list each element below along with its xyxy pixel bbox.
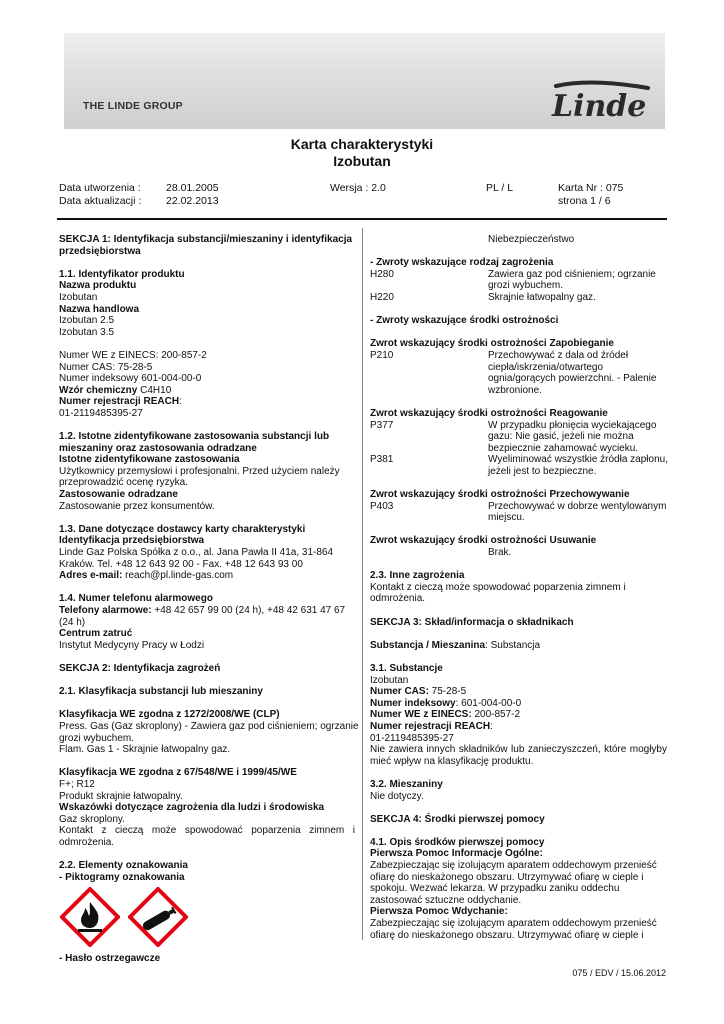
h220-text: Skrajnie łatwopalny gaz. bbox=[488, 291, 596, 303]
subsection-2-1-title: 2.1. Klasyfikacja substancji lub mieszaniny bbox=[59, 686, 263, 698]
reach-label-right: Numer rejestracji REACH bbox=[370, 720, 491, 732]
h280-text-2: grozi wybuchem. bbox=[488, 280, 564, 292]
email-line bbox=[59, 570, 355, 582]
chemical-formula bbox=[59, 385, 355, 397]
subsection-2-2-title: 2.2. Elementy oznakowania bbox=[59, 860, 188, 872]
reach-colon-right: : bbox=[490, 720, 493, 732]
supplier-label: Identyfikacja przedsiębiorstwa bbox=[59, 535, 205, 547]
gas-cylinder-pictogram-icon bbox=[128, 887, 188, 947]
section-1-title: SEKCJA 1: Identyfikacja substancji/mieszaniny i identyfikacja bbox=[59, 234, 353, 245]
footer-code: 075 / EDV / 15.06.2012 bbox=[572, 968, 666, 978]
directive-line-1: F+; R12 bbox=[59, 778, 95, 790]
logo-text: Linde bbox=[552, 89, 647, 120]
p377-text-2: gazu: Nie gasić, jeżeli nie można bbox=[488, 431, 634, 443]
h280-code: H280 bbox=[370, 268, 394, 280]
h220-code: H220 bbox=[370, 291, 394, 303]
einecs-label: Numer WE z EINECS: bbox=[370, 709, 472, 721]
right-column bbox=[370, 234, 667, 941]
hazard-guidance-line-1: Gaz skroplony. bbox=[59, 813, 125, 825]
reach-value: 01-2119485395-27 bbox=[59, 407, 143, 419]
index-value: : 601-004-00-0 bbox=[455, 697, 522, 709]
linde-logo bbox=[550, 80, 654, 120]
hazard-guidance-line-2: Kontakt z cieczą może spowodować poparzenia zimnem i bbox=[59, 825, 355, 837]
p381-row bbox=[370, 454, 667, 477]
identified-uses-label: Istotne zidentyfikowane zastosowania bbox=[59, 454, 240, 466]
group-name: THE LINDE GROUP bbox=[83, 100, 183, 112]
cas-line bbox=[370, 686, 667, 698]
other-hazards-line-1: Kontakt z cieczą może spowodować poparzenia zimnem i bbox=[370, 581, 626, 593]
created-label: Data utworzenia : bbox=[59, 182, 141, 194]
reach-value-right: 01-2119485395-27 bbox=[370, 732, 454, 744]
storage-title: Zwrot wskazujący środki ostrożności Przechowywanie bbox=[370, 489, 630, 501]
p403-text-1: Przechowywać w dobrze wentylowanym bbox=[488, 500, 667, 512]
impurities-line-2: mieć wpływ na klasyfikację produktu. bbox=[370, 755, 534, 767]
p381-text-1: Wyeliminować wszystkie źródła zapłonu, bbox=[488, 454, 668, 466]
index-line bbox=[370, 698, 667, 710]
p403-code: P403 bbox=[370, 500, 394, 512]
disposal-value: Brak. bbox=[488, 547, 512, 559]
ghs-pictograms bbox=[60, 887, 355, 947]
left-column bbox=[59, 234, 359, 965]
response-title: Zwrot wskazujący środki ostrożności Reagowanie bbox=[370, 407, 608, 419]
subsection-3-2-title: 3.2. Mieszaniny bbox=[370, 778, 443, 790]
first-aid-general-line-3: spokoju. Wezwać lekarza. W przypadku zaniku oddechu bbox=[370, 883, 620, 895]
subsection-1-3-title: 1.3. Dane dotyczące dostawcy karty charakterystyki bbox=[59, 523, 306, 535]
emergency-phone-value: +48 42 657 99 00 (24 h), +48 42 631 47 67 bbox=[151, 605, 346, 616]
section-4-title: SEKCJA 4: Środki pierwszej pomocy bbox=[370, 813, 545, 825]
email-value[interactable]: reach@pl.linde-gas.com bbox=[122, 570, 234, 582]
reach-line bbox=[59, 396, 355, 408]
clp-line-1: Press. Gas (Gaz skroplony) - Zawiera gaz pod ciśnieniem; ogrzanie bbox=[59, 720, 359, 732]
index-label: Numer indeksowy bbox=[370, 697, 456, 709]
version: Wersja : 2.0 bbox=[330, 182, 386, 194]
directive-classification-title: Klasyfikacja WE zgodna z 67/548/WE i 1999/45/WE bbox=[59, 767, 297, 779]
mixtures-value: Nie dotyczy. bbox=[370, 790, 424, 802]
formula-value: C4H10 bbox=[137, 384, 172, 396]
product-title: Izobutan bbox=[333, 153, 391, 169]
disposal-title: Zwrot wskazujący środki ostrożności Usuwanie bbox=[370, 535, 597, 547]
document-title: Karta charakterystyki bbox=[290, 136, 434, 152]
hazard-guidance-title: Wskazówki dotyczące zagrożenia dla ludzi i środowiska bbox=[59, 802, 325, 814]
einecs-number: Numer WE z EINECS: 200-857-2 bbox=[59, 349, 207, 361]
column-divider bbox=[362, 228, 363, 940]
p381-code: P381 bbox=[370, 454, 394, 466]
h280-text-1: Zawiera gaz pod ciśnieniem; ogrzanie bbox=[488, 268, 656, 280]
p377-row bbox=[370, 420, 667, 455]
substance-mixture-value: : Substancja bbox=[485, 639, 541, 651]
prevention-title: Zwrot wskazujący środki ostrożności Zapobieganie bbox=[370, 338, 614, 350]
page-number: strona 1 / 6 bbox=[558, 195, 611, 207]
supplier-address: Linde Gaz Polska Spółka z o.o., al. Jana Pawła II 41a, 31-864 bbox=[59, 547, 334, 559]
first-aid-general-label: Pierwsza Pomoc Informacje Ogólne: bbox=[370, 848, 543, 860]
signal-word: Niebezpieczeństwo bbox=[488, 234, 575, 245]
p377-code: P377 bbox=[370, 419, 394, 431]
p377-text-1: W przypadku płonięcia wyciekającego bbox=[488, 419, 657, 431]
email-label: Adres e-mail: bbox=[59, 570, 123, 582]
product-name-value: Izobutan bbox=[59, 291, 98, 303]
trade-name-label: Nazwa handlowa bbox=[59, 303, 140, 315]
updated-value: 22.02.2013 bbox=[166, 195, 219, 207]
subsection-2-3-title: 2.3. Inne zagrożenia bbox=[370, 570, 465, 582]
language: PL / L bbox=[486, 182, 514, 194]
formula-label: Wzór chemiczny bbox=[59, 384, 138, 396]
substance-mixture-line bbox=[370, 640, 667, 652]
updated-label: Data aktualizacji : bbox=[59, 195, 142, 207]
poison-center-label: Centrum zatruć bbox=[59, 628, 133, 640]
clp-line-2: grozi wybuchem. bbox=[59, 732, 135, 744]
p210-code: P210 bbox=[370, 349, 394, 361]
identified-uses-line-2: przeprowadzić ocenę ryzyka. bbox=[59, 477, 188, 489]
substance-mixture-label: Substancja / Mieszanina bbox=[370, 639, 486, 651]
pictograms-title: - Piktogramy oznakowania bbox=[59, 871, 185, 883]
hazard-statements-title: - Zwroty wskazujące rodzaj zagrożenia bbox=[370, 257, 554, 269]
p403-text-2: miejscu. bbox=[488, 512, 525, 524]
section-1-title-cont: przedsiębiorstwa bbox=[59, 245, 141, 257]
advised-against-value: Zastosowanie przez konsumentów. bbox=[59, 500, 215, 512]
reach-label: Numer rejestracji REACH bbox=[59, 396, 180, 408]
first-aid-general-line-2: ofiarę do nieskażonego obszaru. Utrzymywać ofiarę w cieple i bbox=[370, 871, 644, 883]
advised-against-label: Zastosowanie odradzane bbox=[59, 489, 178, 501]
section-2-title: SEKCJA 2: Identyfikacja zagrożeń bbox=[59, 662, 221, 674]
subsection-1-2-title: 1.2. Istotne zidentyfikowane zastosowania substancji lub bbox=[59, 431, 330, 443]
hazard-guidance-line-3: odmrożenia. bbox=[59, 836, 115, 848]
subsection-1-2-title-cont: mieszaniny oraz zastosowania odradzane bbox=[59, 442, 257, 454]
emergency-phone-line bbox=[59, 605, 355, 617]
product-name-label: Nazwa produktu bbox=[59, 280, 137, 292]
subsection-3-1-title: 3.1. Substancje bbox=[370, 662, 443, 674]
p403-row bbox=[370, 501, 667, 524]
trade-name-1: Izobutan 2.5 bbox=[59, 315, 115, 327]
p381-text-2: jeżeli jest to bezpieczne. bbox=[488, 465, 597, 477]
clp-classification-title: Klasyfikacja WE zgodna z 1272/2008/WE (CLP) bbox=[59, 709, 280, 721]
p210-row bbox=[370, 350, 667, 396]
einecs-line bbox=[370, 709, 667, 721]
h220-row bbox=[370, 292, 667, 304]
index-number: Numer indeksowy 601-004-00-0 bbox=[59, 373, 202, 385]
reach-colon: : bbox=[179, 396, 182, 408]
p210-text-2: ciepła/iskrzenia/otwartego bbox=[488, 361, 604, 373]
first-aid-general-line-4: zastosować sztuczne oddychanie. bbox=[370, 894, 522, 906]
subsection-4-1-title: 4.1. Opis środków pierwszej pomocy bbox=[370, 836, 545, 848]
subsection-1-1-title: 1.1. Identyfikator produktu bbox=[59, 268, 185, 280]
section-3-title: SEKCJA 3: Skład/informacja o składnikach bbox=[370, 616, 574, 628]
clp-line-3: Flam. Gas 1 - Skrajnie łatwopalny gaz. bbox=[59, 744, 231, 756]
subsection-1-4-title: 1.4. Numer telefonu alarmowego bbox=[59, 593, 213, 605]
header-rule bbox=[57, 218, 667, 220]
first-aid-inhalation-label: Pierwsza Pomoc Wdychanie: bbox=[370, 906, 508, 918]
precautionary-statements-title: - Zwroty wskazujące środki ostrożności bbox=[370, 315, 559, 327]
first-aid-inhalation-line-1: Zabezpieczając się izolującym aparatem oddechowym przenieść bbox=[370, 918, 657, 930]
emergency-phone-label: Telefony alarmowe: bbox=[59, 605, 152, 616]
signal-word-title: - Hasło ostrzegawcze bbox=[59, 953, 161, 965]
supplier-phone-fax: Kraków. Tel. +48 12 643 92 00 - Fax. +48 12 643 93 00 bbox=[59, 558, 303, 570]
cas-label: Numer CAS: bbox=[370, 686, 429, 698]
einecs-value: 200-857-2 bbox=[471, 709, 521, 721]
h280-row bbox=[370, 269, 667, 292]
identified-uses-line-1: Użytkownicy przemysłowi i profesjonalni. Przed użyciem należy bbox=[59, 465, 340, 477]
created-value: 28.01.2005 bbox=[166, 182, 219, 194]
trade-name-2: Izobutan 3.5 bbox=[59, 326, 115, 338]
directive-line-2: Produkt skrajnie łatwopalny. bbox=[59, 790, 183, 802]
p377-text-3: bezpiecznie zahamować wycieku. bbox=[488, 442, 639, 454]
reach-line-right bbox=[370, 721, 667, 733]
poison-center-value: Instytut Medycyny Pracy w Łodzi bbox=[59, 639, 205, 651]
impurities-line-1: Nie zawiera innych składników lub zanieczyszczeń, które mogłyby bbox=[370, 744, 667, 756]
substance-name: Izobutan bbox=[370, 674, 409, 686]
p210-text-3: ognia/gorących powierzchni. - Palenie bbox=[488, 373, 657, 385]
emergency-phone-tail: (24 h) bbox=[59, 616, 86, 628]
cas-value: 75-28-5 bbox=[428, 686, 467, 698]
p210-text-1: Przechowywać z dala od źródeł bbox=[488, 349, 629, 361]
first-aid-general-line-1: Zabezpieczając się izolującym aparatem oddechowym przenieść bbox=[370, 860, 657, 872]
other-hazards-line-2: odmrożenia. bbox=[370, 593, 426, 605]
first-aid-inhalation-line-2: ofiarę do nieskażonego obszaru. Utrzymywać ofiarę w cieple i bbox=[370, 929, 644, 941]
p210-text-4: wzbronione. bbox=[488, 384, 542, 396]
cas-number: Numer CAS: 75-28-5 bbox=[59, 361, 153, 373]
card-number: Karta Nr : 075 bbox=[558, 182, 624, 194]
flame-pictogram-icon bbox=[60, 887, 120, 947]
